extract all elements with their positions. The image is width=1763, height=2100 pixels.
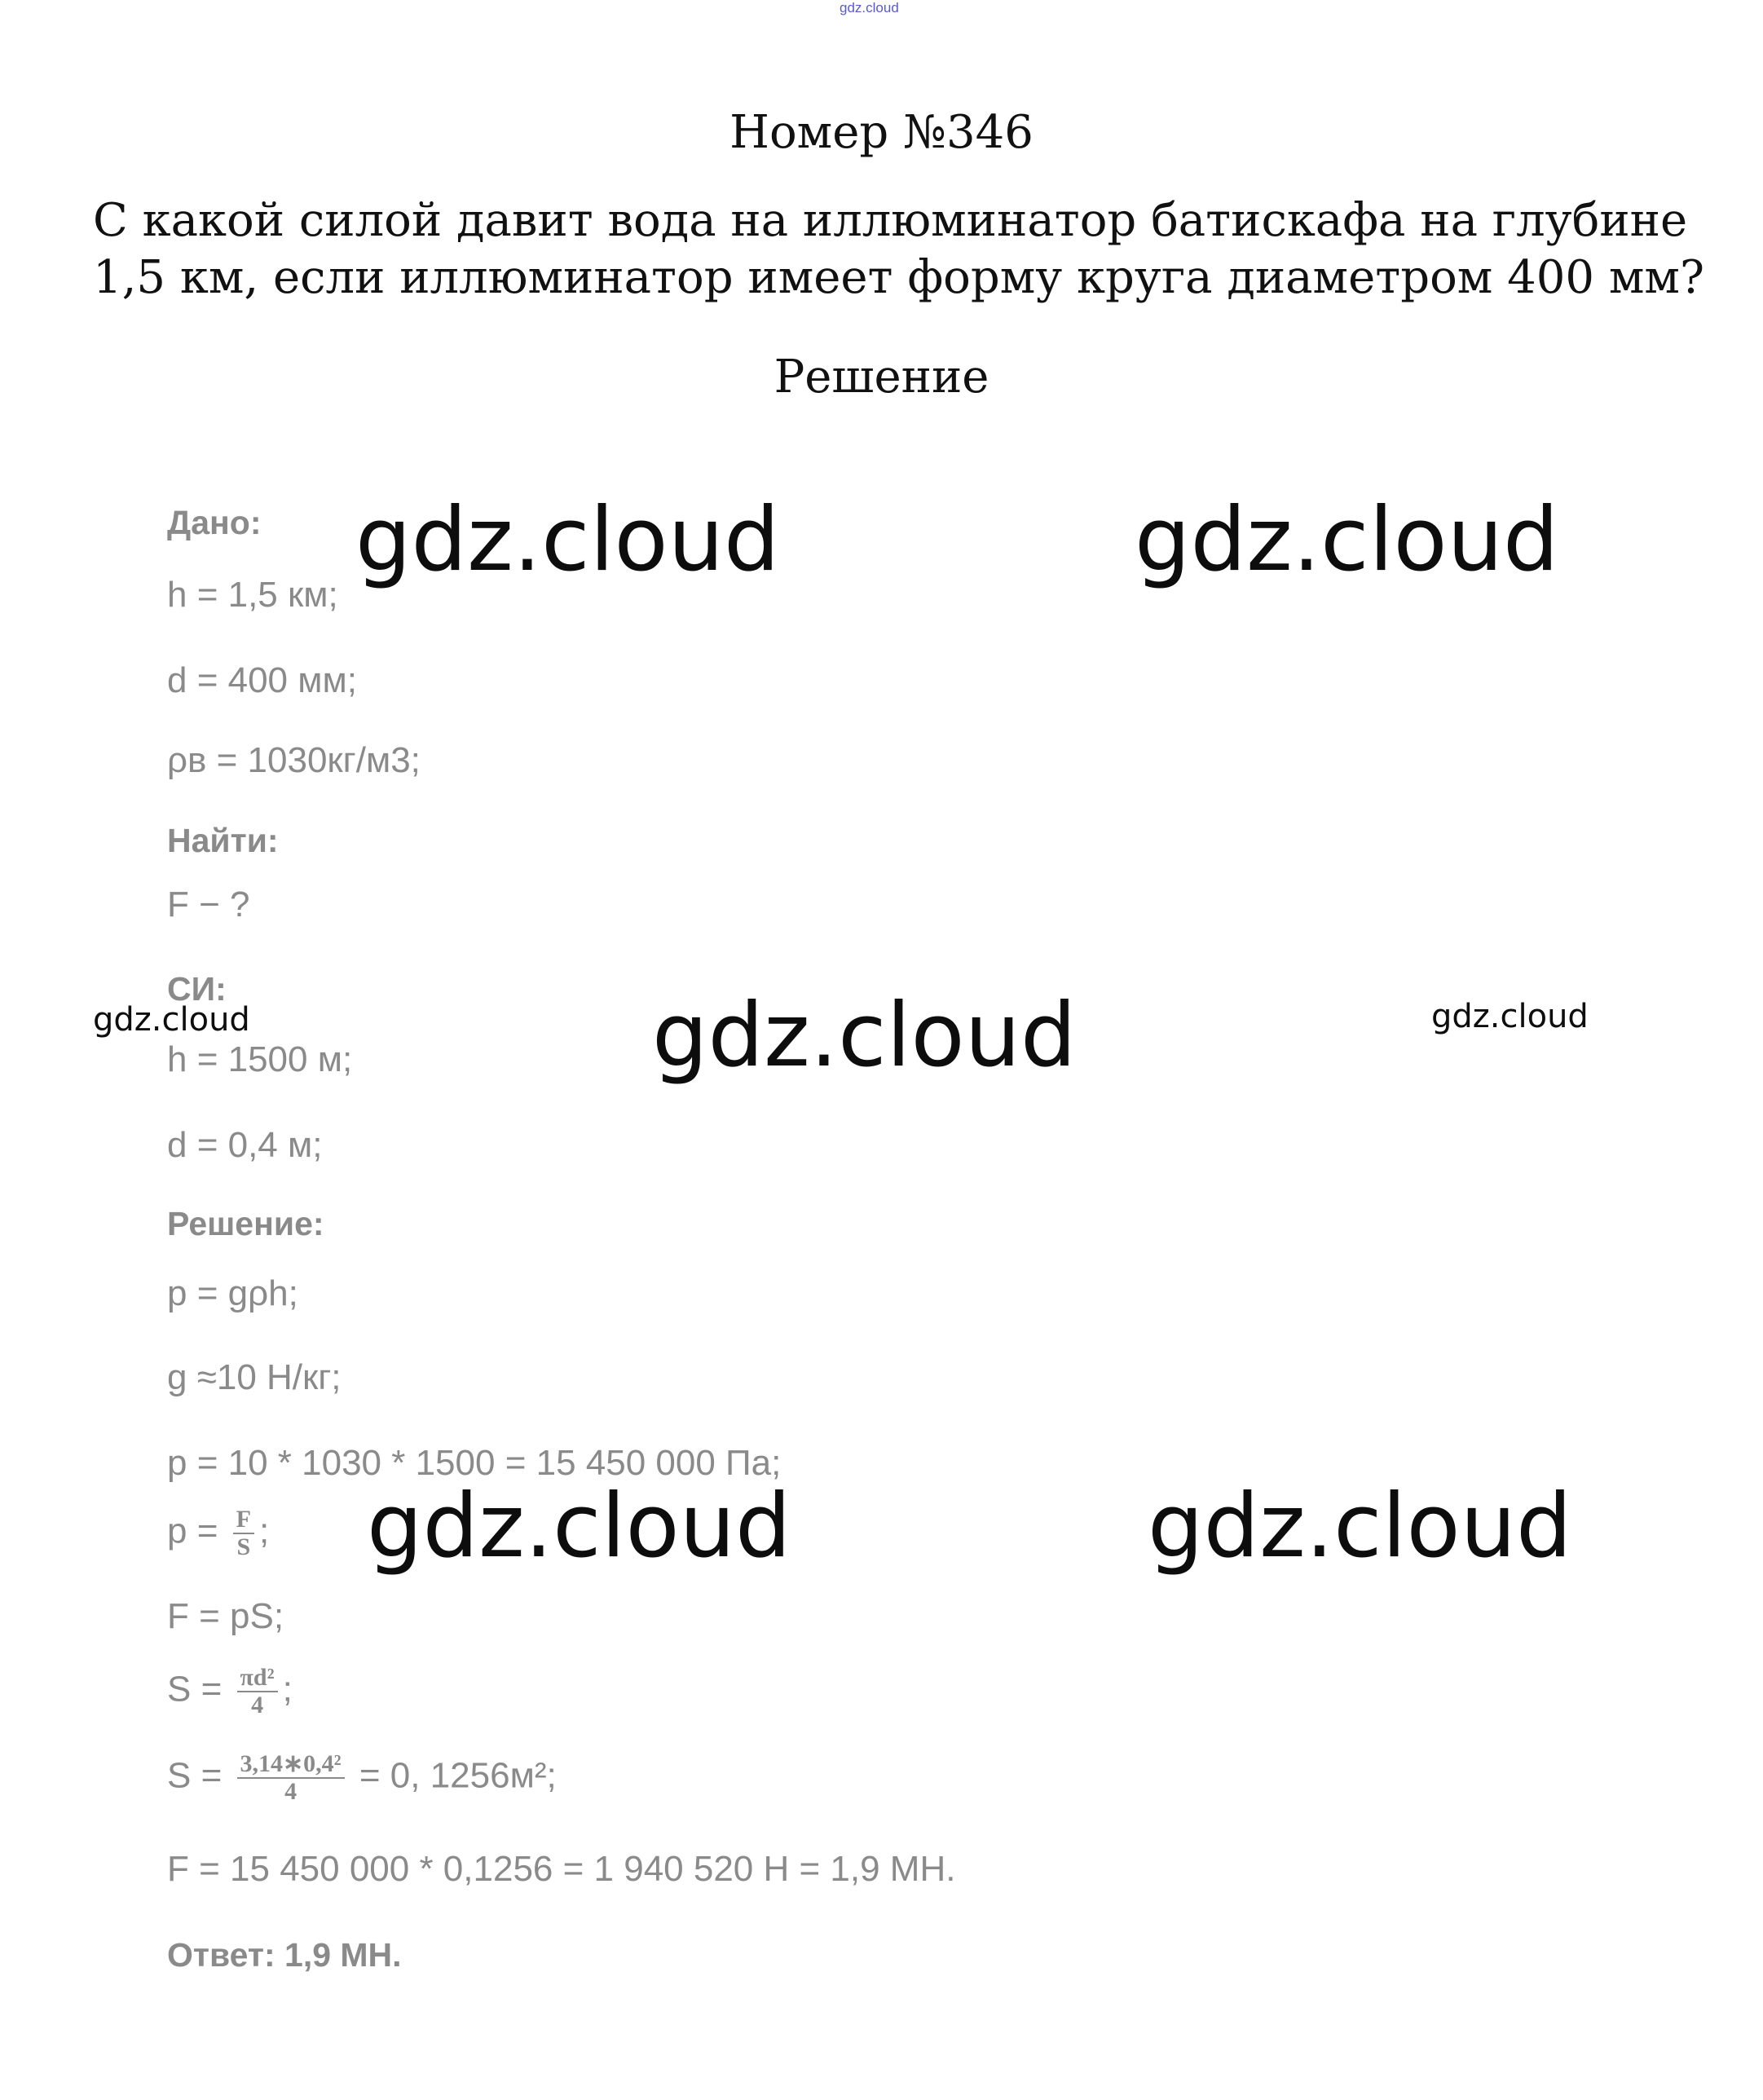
si-diameter: d = 0,4 м; [167,1125,323,1165]
problem-text: С какой силой давит вода на иллюминатор батискафа на глубине 1,5 км, если иллюминатор имеет форму круга диаметром 400 мм? [93,194,1704,304]
solution-title: Решение [774,351,989,404]
formula-lhs: S = [167,1669,232,1710]
fraction-numerator: πd² [237,1665,278,1692]
find-force: F − ? [167,885,250,924]
fraction-denominator: 4 [251,1692,264,1718]
problem-number: Номер №346 [729,106,1034,159]
formula-end: ; [258,1511,270,1551]
gravity-value: g ≈10 Н/кг; [167,1357,342,1397]
top-watermark: gdz.cloud [840,0,899,15]
fraction [237,1751,345,1805]
pressure-formula: p = gρh; [167,1273,298,1313]
formula-lhs: p = [167,1511,228,1551]
force-formula: F = pS; [167,1596,284,1636]
answer: Ответ: 1,9 МН. [167,1936,402,1974]
area-formula [167,1665,293,1718]
fraction-numerator: F [233,1507,254,1534]
fraction-denominator: S [236,1533,251,1560]
watermark: gdz.cloud [355,489,780,591]
fraction [237,1665,278,1718]
given-depth: h = 1,5 км; [167,575,338,615]
solution-heading: Решение: [167,1205,324,1242]
given-diameter: d = 400 мм; [167,660,357,700]
si-depth: h = 1500 м; [167,1039,353,1079]
fraction [233,1507,254,1560]
force-calc: F = 15 450 000 * 0,1256 = 1 940 520 Н = 1,9 МН. [167,1849,956,1889]
formula-rhs: = 0, 1256м²; [349,1755,557,1796]
fraction-denominator: 4 [284,1778,298,1805]
watermark: gdz.cloud [1148,1476,1572,1577]
watermark: gdz.cloud [1135,489,1559,591]
fraction-numerator: 3,14∗0,4² [237,1751,345,1779]
formula-lhs: S = [167,1755,232,1796]
watermark: gdz.cloud [93,1001,250,1039]
watermark: gdz.cloud [1431,998,1589,1035]
pressure-force-area-formula [167,1507,269,1560]
find-heading: Найти: [167,822,279,859]
formula-end: ; [282,1669,293,1710]
given-density: ρв = 1030кг/м3; [167,740,421,780]
given-heading: Дано: [167,504,262,541]
watermark: gdz.cloud [652,985,1077,1087]
watermark: gdz.cloud [367,1476,791,1577]
area-calc [167,1751,557,1805]
si-heading: СИ: [167,970,227,1008]
pressure-calc: p = 10 * 1030 * 1500 = 15 450 000 Па; [167,1443,782,1483]
